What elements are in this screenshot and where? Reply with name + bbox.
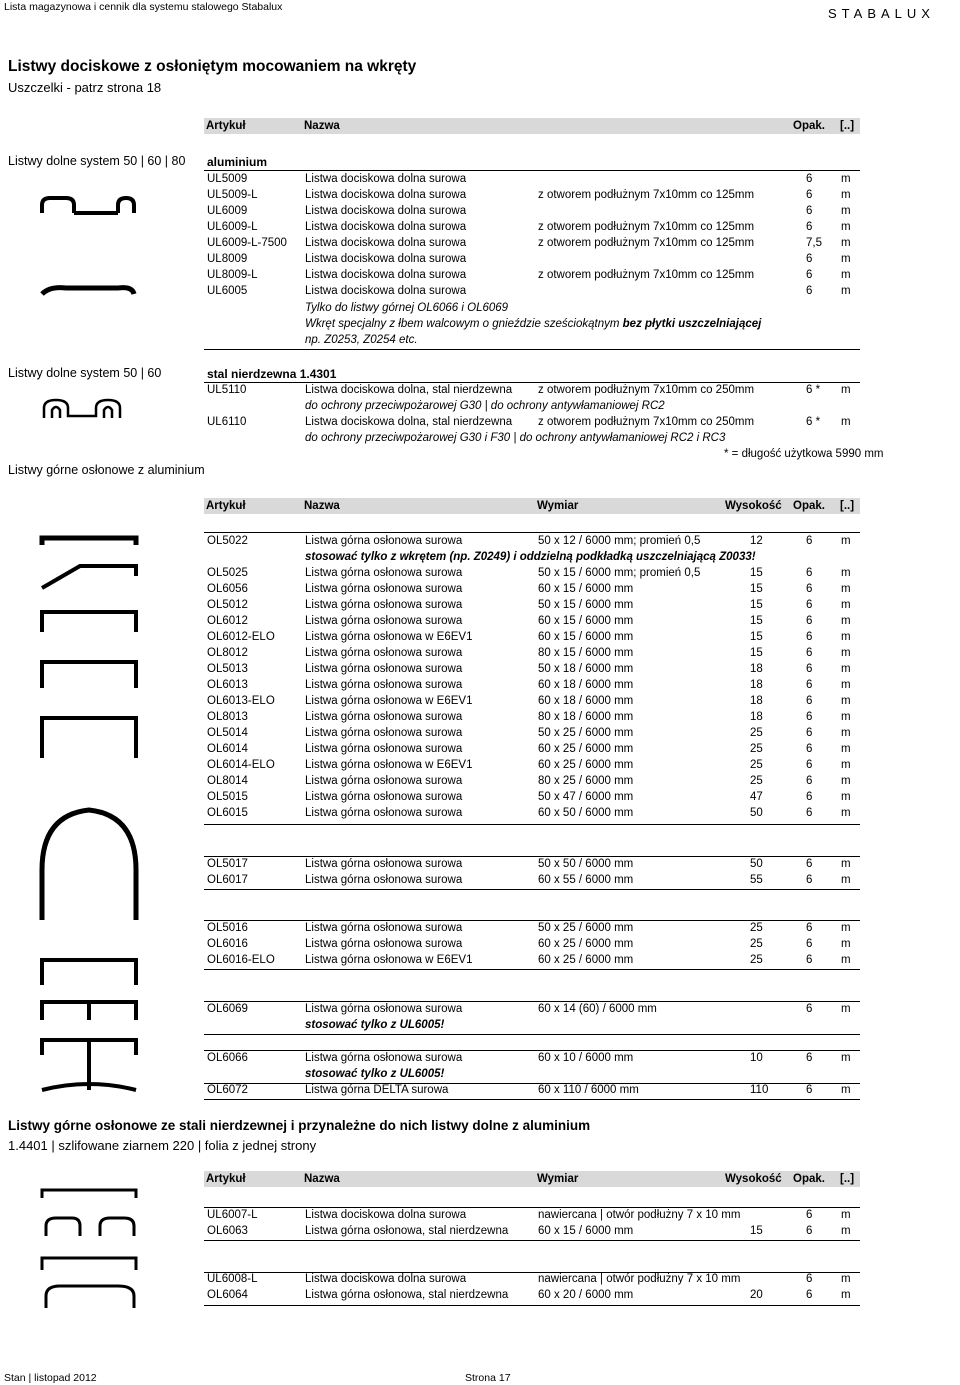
cell-unit: m xyxy=(841,938,851,950)
cell-nazwa: Listwa górna osłonowa surowa xyxy=(305,599,463,611)
cell-wymiar: 60 x 18 / 6000 mm xyxy=(538,679,634,691)
cell-artykul: OL5014 xyxy=(207,727,248,739)
cell-wymiar: 50 x 25 / 6000 mm xyxy=(538,922,634,934)
profile-ol5022-icon xyxy=(42,538,136,545)
cell-wysokosc: 50 xyxy=(750,807,763,819)
cell-opak: 6 xyxy=(806,807,813,819)
cell-wymiar: 60 x 18 / 6000 mm xyxy=(538,695,634,707)
cell-nazwa: Listwa dociskowa dolna, stal nierdzewna xyxy=(305,416,513,428)
cell-nazwa: Listwa dociskowa dolna surowa xyxy=(305,253,467,265)
cell-opak: 6 xyxy=(806,743,813,755)
profile-ul-steel-icon xyxy=(44,400,120,418)
cell-opak: 6 xyxy=(806,791,813,803)
cell-artykul: OL6013 xyxy=(207,679,248,691)
cell-unit: m xyxy=(841,384,851,396)
cell-opak: 6 * xyxy=(806,384,821,396)
cell-artykul: OL5016 xyxy=(207,922,248,934)
col-dots: [..] xyxy=(840,1173,855,1185)
cell-wymiar: 50 x 12 / 6000 mm; promień 0,5 xyxy=(538,535,701,547)
row-usage-note: stosować tylko z UL6005! xyxy=(305,1019,445,1031)
profile-ol6069-icon xyxy=(42,1002,136,1020)
cell-info: z otworem podłużnym 7x10mm co 125mm xyxy=(538,221,755,233)
cell-opak: 6 xyxy=(806,285,813,297)
cell-artykul: UL6009-L-7500 xyxy=(207,237,287,249)
cell-unit: m xyxy=(841,221,851,233)
cell-unit: m xyxy=(841,791,851,803)
profile-ol-15-icon xyxy=(42,612,136,632)
cell-artykul: OL6016-ELO xyxy=(207,954,275,966)
group1-material: aluminium xyxy=(207,155,268,169)
cell-opak: 6 xyxy=(806,599,813,611)
cell-wysokosc: 47 xyxy=(750,791,763,803)
cell-artykul: OL5015 xyxy=(207,791,248,803)
cell-opak: 6 xyxy=(806,647,813,659)
cell-artykul: UL5009-L xyxy=(207,189,258,201)
cell-wysokosc: 15 xyxy=(750,567,763,579)
cell-info: z otworem podłużnym 7x10mm co 125mm xyxy=(538,189,755,201)
cell-wysokosc: 15 xyxy=(750,599,763,611)
cell-unit: m xyxy=(841,874,851,886)
cell-artykul: OL6014 xyxy=(207,743,248,755)
document-header-title: Lista magazynowa i cennik dla systemu stalowego Stabalux xyxy=(4,1,283,13)
profile-ol-50-icon xyxy=(42,810,136,920)
cell-unit: m xyxy=(841,583,851,595)
cell-unit: m xyxy=(841,599,851,611)
cell-artykul: OL6013-ELO xyxy=(207,695,275,707)
note-text: Wkręt specjalny z łbem walcowym o gnieździe sześciokątnym xyxy=(305,318,620,330)
cell-opak: 6 xyxy=(806,535,813,547)
cell-opak: 6 xyxy=(806,695,813,707)
cell-wysokosc: 20 xyxy=(750,1289,763,1301)
cell-nazwa: Listwa dociskowa dolna surowa xyxy=(305,189,467,201)
cell-opak: 6 xyxy=(806,1225,813,1237)
cell-unit: m xyxy=(841,743,851,755)
cell-artykul: OL8014 xyxy=(207,775,248,787)
group1-label: Listwy dolne system 50 | 60 | 80 xyxy=(8,154,186,168)
cell-nazwa: Listwa górna osłonowa, stal nierdzewna xyxy=(305,1225,509,1237)
cell-artykul: UL6008-L xyxy=(207,1273,258,1285)
cell-wysokosc: 25 xyxy=(750,922,763,934)
cell-unit: m xyxy=(841,759,851,771)
profile-ul6005-icon xyxy=(42,288,134,294)
cell-unit: m xyxy=(841,535,851,547)
cell-nazwa: Listwa górna osłonowa surowa xyxy=(305,775,463,787)
col-opak: Opak. xyxy=(793,500,825,512)
col-dots: [..] xyxy=(840,500,855,512)
cell-unit: m xyxy=(841,922,851,934)
cell-wysokosc: 25 xyxy=(750,775,763,787)
cell-unit: m xyxy=(841,954,851,966)
col-wymiar: Wymiar xyxy=(537,500,579,512)
cell-nazwa: Listwa dociskowa dolna surowa xyxy=(305,285,467,297)
cell-wymiar: 60 x 25 / 6000 mm xyxy=(538,759,634,771)
cell-wymiar: 60 x 15 / 6000 mm xyxy=(538,615,634,627)
cell-opak: 6 xyxy=(806,1289,813,1301)
cell-unit: m xyxy=(841,807,851,819)
cell-wymiar: 60 x 55 / 6000 mm xyxy=(538,874,634,886)
cell-unit: m xyxy=(841,1003,851,1015)
cell-nazwa: Listwa górna osłonowa surowa xyxy=(305,743,463,755)
cell-nazwa: Listwa górna osłonowa surowa xyxy=(305,874,463,886)
cell-wysokosc: 110 xyxy=(750,1084,769,1096)
cell-nazwa: Listwa dociskowa dolna surowa xyxy=(305,269,467,281)
cell-opak: 6 xyxy=(806,567,813,579)
cell-nazwa: Listwa górna osłonowa surowa xyxy=(305,938,463,950)
cell-artykul: OL6056 xyxy=(207,583,248,595)
col-opak: Opak. xyxy=(793,120,825,132)
cell-unit: m xyxy=(841,237,851,249)
cell-opak: 6 xyxy=(806,922,813,934)
cell-unit: m xyxy=(841,1289,851,1301)
cell-opak: 6 xyxy=(806,775,813,787)
brand-logo: STABALUX xyxy=(828,6,935,21)
cell-unit: m xyxy=(841,1273,851,1285)
cell-artykul: OL8012 xyxy=(207,647,248,659)
cell-wymiar: 60 x 20 / 6000 mm xyxy=(538,1289,634,1301)
cell-nazwa: Listwa dociskowa dolna, stal nierdzewna xyxy=(305,384,513,396)
cell-wymiar: 60 x 25 / 6000 mm xyxy=(538,938,634,950)
cell-nazwa: Listwa dociskowa dolna surowa xyxy=(305,1273,467,1285)
cell-opak: 6 * xyxy=(806,416,821,428)
cell-wysokosc: 25 xyxy=(750,743,763,755)
cell-nazwa: Listwa dociskowa dolna surowa xyxy=(305,1209,467,1221)
cell-nazwa: Listwa górna osłonowa surowa xyxy=(305,1003,463,1015)
cell-wymiar: 60 x 14 (60) / 6000 mm xyxy=(538,1003,657,1015)
cell-nazwa: Listwa górna osłonowa surowa xyxy=(305,615,463,627)
cell-artykul: OL6017 xyxy=(207,874,248,886)
row-note: do ochrony przeciwpożarowej G30 | do ochrony antywłamaniowej RC2 xyxy=(305,400,665,412)
cell-unit: m xyxy=(841,567,851,579)
cell-artykul: OL5017 xyxy=(207,858,248,870)
col-nazwa: Nazwa xyxy=(304,120,340,132)
cell-unit: m xyxy=(841,253,851,265)
cell-nazwa: Listwa górna osłonowa surowa xyxy=(305,1052,463,1064)
cell-nazwa: Listwa górna osłonowa surowa xyxy=(305,791,463,803)
cell-opak: 6 xyxy=(806,727,813,739)
cell-artykul: OL6066 xyxy=(207,1052,248,1064)
cell-wymiar: nawiercana | otwór podłużny 7 x 10 mm xyxy=(538,1209,741,1221)
cell-opak: 6 xyxy=(806,1209,813,1221)
cell-wymiar: 50 x 15 / 6000 mm; promień 0,5 xyxy=(538,567,701,579)
footnote: * = długość użytkowa 5990 mm xyxy=(724,448,884,460)
col-opak: Opak. xyxy=(793,1173,825,1185)
profile-ol6063-icon xyxy=(42,1190,136,1236)
profile-ol-25b-icon xyxy=(42,960,136,985)
cell-artykul: UL8009 xyxy=(207,253,248,265)
cell-nazwa: Listwa górna osłonowa surowa xyxy=(305,711,463,723)
cell-nazwa: Listwa dociskowa dolna surowa xyxy=(305,221,467,233)
profile-ol6072-icon xyxy=(42,1040,136,1090)
profile-ol5025-icon xyxy=(42,566,136,588)
cell-artykul: UL6009 xyxy=(207,205,248,217)
cell-artykul: OL5012 xyxy=(207,599,248,611)
cell-opak: 6 xyxy=(806,205,813,217)
cell-artykul: OL6069 xyxy=(207,1003,248,1015)
cell-wymiar: 60 x 50 / 6000 mm xyxy=(538,807,634,819)
profile-ol6064-icon xyxy=(42,1258,136,1308)
cell-unit: m xyxy=(841,615,851,627)
cell-artykul: UL5110 xyxy=(207,384,247,396)
cell-wysokosc: 18 xyxy=(750,679,763,691)
note-line: Tylko do listwy górnej OL6066 i OL6069 xyxy=(305,302,509,314)
cell-wymiar: 80 x 18 / 6000 mm xyxy=(538,711,634,723)
col-nazwa: Nazwa xyxy=(304,500,340,512)
cell-nazwa: Listwa górna osłonowa w E6EV1 xyxy=(305,954,473,966)
cell-nazwa: Listwa górna osłonowa surowa xyxy=(305,535,463,547)
row-note: do ochrony przeciwpożarowej G30 i F30 | do ochrony antywłamaniowej RC2 i RC3 xyxy=(305,432,726,444)
cell-wymiar: 50 x 47 / 6000 mm xyxy=(538,791,634,803)
cell-opak: 6 xyxy=(806,663,813,675)
cell-unit: m xyxy=(841,631,851,643)
cell-opak: 6 xyxy=(806,711,813,723)
cell-nazwa: Listwa górna osłonowa surowa xyxy=(305,679,463,691)
cell-artykul: OL6016 xyxy=(207,938,248,950)
col-artykul: Artykuł xyxy=(206,120,246,132)
cell-wysokosc: 55 xyxy=(750,874,763,886)
cell-opak: 6 xyxy=(806,615,813,627)
cell-wymiar: 60 x 15 / 6000 mm xyxy=(538,631,634,643)
profile-ol-25-icon xyxy=(42,718,136,758)
cell-opak: 6 xyxy=(806,173,813,185)
cell-wysokosc: 10 xyxy=(750,1052,763,1064)
cell-wysokosc: 50 xyxy=(750,858,763,870)
page-title: Listwy dociskowe z osłoniętym mocowaniem na wkręty xyxy=(8,58,417,75)
col-artykul: Artykuł xyxy=(206,1173,246,1185)
row-usage-note: stosować tylko z wkrętem (np. Z0249) i oddzielną podkładką uszczelniającą Z0033! xyxy=(305,551,756,563)
cell-unit: m xyxy=(841,285,851,297)
cell-wymiar: 80 x 25 / 6000 mm xyxy=(538,775,634,787)
cell-wymiar: 60 x 25 / 6000 mm xyxy=(538,743,634,755)
cell-wysokosc: 15 xyxy=(750,615,763,627)
cell-opak: 6 xyxy=(806,221,813,233)
cell-unit: m xyxy=(841,1225,851,1237)
cell-artykul: OL6014-ELO xyxy=(207,759,275,771)
cell-wymiar: nawiercana | otwór podłużny 7 x 10 mm xyxy=(538,1273,741,1285)
cell-opak: 6 xyxy=(806,1003,813,1015)
cell-info: z otworem podłużnym 7x10mm co 250mm xyxy=(538,384,755,396)
cell-unit: m xyxy=(841,679,851,691)
cell-opak: 6 xyxy=(806,631,813,643)
col-dots: [..] xyxy=(840,120,855,132)
cell-wysokosc: 12 xyxy=(750,535,763,547)
cell-unit: m xyxy=(841,416,851,428)
cell-info: z otworem podłużnym 7x10mm co 125mm xyxy=(538,269,755,281)
cell-opak: 6 xyxy=(806,1084,813,1096)
cell-wysokosc: 15 xyxy=(750,1225,763,1237)
cell-opak: 6 xyxy=(806,954,813,966)
cell-unit: m xyxy=(841,173,851,185)
cell-wymiar: 50 x 15 / 6000 mm xyxy=(538,599,634,611)
cell-unit: m xyxy=(841,695,851,707)
cell-artykul: UL6110 xyxy=(207,416,247,428)
cell-nazwa: Listwa górna osłonowa surowa xyxy=(305,807,463,819)
cell-wymiar: 60 x 110 / 6000 mm xyxy=(538,1084,639,1096)
cell-opak: 7,5 xyxy=(806,237,822,249)
cell-artykul: OL6015 xyxy=(207,807,248,819)
profile-ol-18-icon xyxy=(42,662,136,688)
cell-artykul: OL6072 xyxy=(207,1084,248,1096)
cell-nazwa: Listwa górna DELTA surowa xyxy=(305,1084,449,1096)
cell-unit: m xyxy=(841,269,851,281)
cell-info: z otworem podłużnym 7x10mm co 125mm xyxy=(538,237,755,249)
cell-nazwa: Listwa górna osłonowa, stal nierdzewna xyxy=(305,1289,509,1301)
cell-artykul: UL5009 xyxy=(207,173,248,185)
cell-wysokosc: 18 xyxy=(750,663,763,675)
cell-unit: m xyxy=(841,1052,851,1064)
cell-nazwa: Listwa górna osłonowa surowa xyxy=(305,567,463,579)
cell-opak: 6 xyxy=(806,874,813,886)
footer-date: Stan | listopad 2012 xyxy=(4,1372,97,1384)
cell-nazwa: Listwa górna osłonowa surowa xyxy=(305,647,463,659)
profile-ul-aluminium-icon xyxy=(42,198,134,213)
cell-nazwa: Listwa górna osłonowa surowa xyxy=(305,663,463,675)
group2-material: stal nierdzewna 1.4301 xyxy=(207,367,337,381)
cell-nazwa: Listwa górna osłonowa surowa xyxy=(305,858,463,870)
col-wysokosc: Wysokość xyxy=(725,500,782,512)
cell-artykul: OL8013 xyxy=(207,711,248,723)
cell-wysokosc: 18 xyxy=(750,695,763,707)
cell-nazwa: Listwa dociskowa dolna surowa xyxy=(305,237,467,249)
cell-nazwa: Listwa górna osłonowa surowa xyxy=(305,583,463,595)
note-line: np. Z0253, Z0254 etc. xyxy=(305,334,418,346)
row-usage-note: stosować tylko z UL6005! xyxy=(305,1068,445,1080)
group3-label: Listwy górne osłonowe z aluminium xyxy=(8,463,205,477)
cell-opak: 6 xyxy=(806,189,813,201)
cell-unit: m xyxy=(841,189,851,201)
cell-artykul: OL6012 xyxy=(207,615,248,627)
cell-artykul: OL6064 xyxy=(207,1289,248,1301)
cell-opak: 6 xyxy=(806,759,813,771)
cell-wysokosc: 15 xyxy=(750,647,763,659)
cell-artykul: OL6063 xyxy=(207,1225,248,1237)
cell-artykul: OL6012-ELO xyxy=(207,631,275,643)
cell-unit: m xyxy=(841,858,851,870)
cell-wysokosc: 18 xyxy=(750,711,763,723)
cell-wysokosc: 25 xyxy=(750,938,763,950)
cell-artykul: UL6007-L xyxy=(207,1209,258,1221)
cell-unit: m xyxy=(841,663,851,675)
cell-artykul: UL6009-L xyxy=(207,221,258,233)
cell-nazwa: Listwa górna osłonowa w E6EV1 xyxy=(305,631,473,643)
cell-opak: 6 xyxy=(806,253,813,265)
cell-nazwa: Listwa górna osłonowa surowa xyxy=(305,727,463,739)
cell-wymiar: 60 x 25 / 6000 mm xyxy=(538,954,634,966)
cell-artykul: OL5022 xyxy=(207,535,248,547)
footer-page-number: Strona 17 xyxy=(465,1372,511,1384)
cell-unit: m xyxy=(841,727,851,739)
cell-opak: 6 xyxy=(806,583,813,595)
cell-opak: 6 xyxy=(806,269,813,281)
cell-wymiar: 60 x 15 / 6000 mm xyxy=(538,583,634,595)
cell-wymiar: 50 x 50 / 6000 mm xyxy=(538,858,634,870)
cell-wymiar: 50 x 25 / 6000 mm xyxy=(538,727,634,739)
cell-nazwa: Listwa górna osłonowa w E6EV1 xyxy=(305,695,473,707)
col-artykul: Artykuł xyxy=(206,500,246,512)
cell-opak: 6 xyxy=(806,679,813,691)
cell-wymiar: 50 x 18 / 6000 mm xyxy=(538,663,634,675)
cell-wysokosc: 15 xyxy=(750,583,763,595)
cell-artykul: UL6005 xyxy=(207,285,248,297)
cell-opak: 6 xyxy=(806,1273,813,1285)
cell-wymiar: 80 x 15 / 6000 mm xyxy=(538,647,634,659)
group2-label: Listwy dolne system 50 | 60 xyxy=(8,366,162,380)
section2-title: Listwy górne osłonowe ze stali nierdzewnej i przynależne do nich listwy dolne z aluminium xyxy=(8,1118,591,1133)
cell-unit: m xyxy=(841,647,851,659)
cell-nazwa: Listwa górna osłonowa surowa xyxy=(305,922,463,934)
cell-nazwa: Listwa dociskowa dolna surowa xyxy=(305,173,467,185)
cell-nazwa: Listwa górna osłonowa w E6EV1 xyxy=(305,759,473,771)
cell-artykul: OL5025 xyxy=(207,567,248,579)
cell-artykul: OL5013 xyxy=(207,663,248,675)
cell-info: z otworem podłużnym 7x10mm co 250mm xyxy=(538,416,755,428)
cell-wysokosc: 15 xyxy=(750,631,763,643)
cell-opak: 6 xyxy=(806,858,813,870)
cell-opak: 6 xyxy=(806,1052,813,1064)
section2-subtitle: 1.4401 | szlifowane ziarnem 220 | folia z jednej strony xyxy=(8,1138,317,1153)
cell-unit: m xyxy=(841,1209,851,1221)
cell-wymiar: 60 x 15 / 6000 mm xyxy=(538,1225,634,1237)
col-nazwa: Nazwa xyxy=(304,1173,340,1185)
cell-opak: 6 xyxy=(806,938,813,950)
col-wymiar: Wymiar xyxy=(537,1173,579,1185)
cell-unit: m xyxy=(841,775,851,787)
cell-wysokosc: 25 xyxy=(750,954,763,966)
cell-artykul: UL8009-L xyxy=(207,269,258,281)
cell-wymiar: 60 x 10 / 6000 mm xyxy=(538,1052,634,1064)
cell-unit: m xyxy=(841,711,851,723)
cell-unit: m xyxy=(841,205,851,217)
cell-wysokosc: 25 xyxy=(750,759,763,771)
note-emphasis: bez płytki uszczelniającej xyxy=(622,318,762,330)
cell-nazwa: Listwa dociskowa dolna surowa xyxy=(305,205,467,217)
col-wysokosc: Wysokość xyxy=(725,1173,782,1185)
cell-unit: m xyxy=(841,1084,851,1096)
cell-wysokosc: 25 xyxy=(750,727,763,739)
page-subtitle: Uszczelki - patrz strona 18 xyxy=(8,80,162,95)
